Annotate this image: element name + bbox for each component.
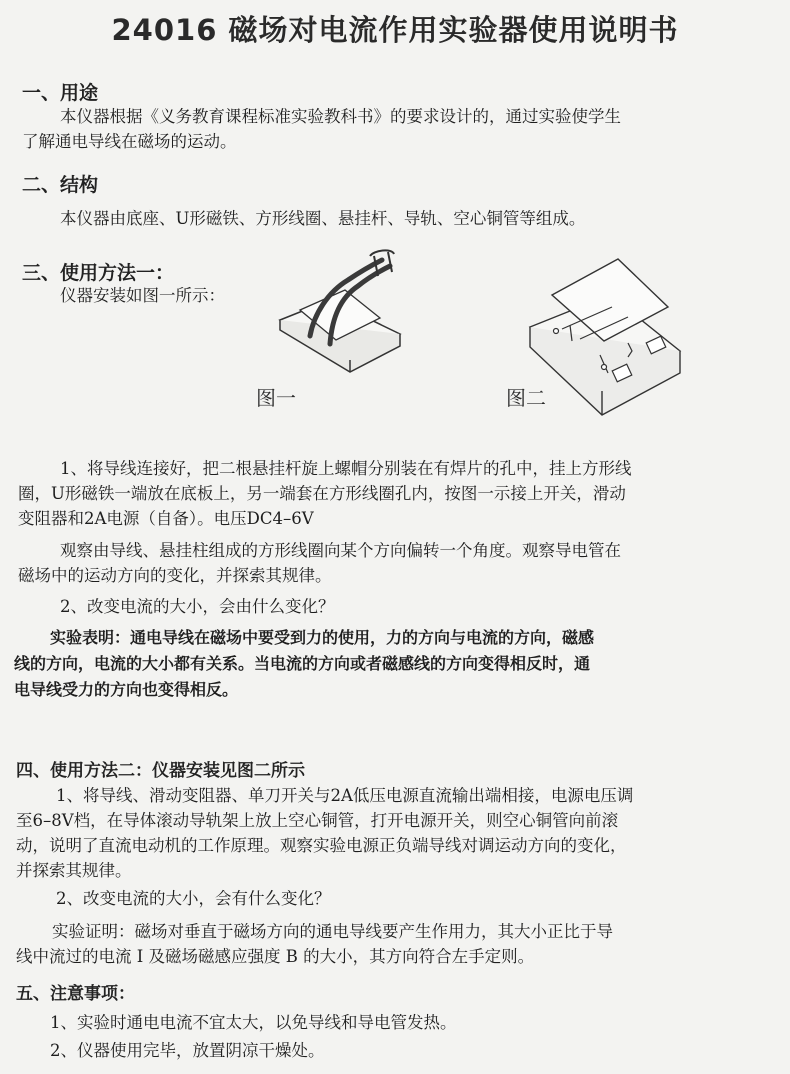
note-item-1: 1、实验时通电电流不宜太大，以免导线和导电管发热。 (50, 1013, 457, 1032)
figure-1-apparatus (270, 248, 420, 378)
usage-line-2: 了解通电导线在磁场的运动。 (22, 132, 237, 151)
method2-conclusion-line-2: 线中流过的电流 I 及磁场磁感应强度 B 的大小，其方向符合左手定则。 (16, 947, 535, 966)
method2-step1-line-4: 并探索其规律。 (16, 861, 132, 880)
method2-question: 2、改变电流的大小，会有什么变化？ (56, 889, 331, 908)
figure-1-caption: 图一 (256, 386, 296, 410)
method1-observe-line-2: 磁场中的运动方向的变化，并探索其规律。 (18, 566, 332, 585)
method1-conclusion-line-3: 电导线受力的方向也变得相反。 (14, 680, 239, 699)
heading-notes: 五、注意事项： (16, 984, 135, 1004)
method1-step1-line-2: 圈，U形磁铁一端放在底板上，另一端套在方形线圈孔内，按图一示接上开关，滑动 (18, 484, 626, 503)
method1-step1-line-1: 1、将导线连接好，把二根悬挂杆旋上螺帽分别装在有焊片的孔中，挂上方形线 (60, 459, 632, 478)
method1-question: 2、改变电流的大小，会由什么变化？ (60, 597, 335, 616)
method2-conclusion-line-1: 实验证明：磁场对垂直于磁场方向的通电导线要产生作用力，其大小正比于导 (52, 922, 613, 941)
structure-line: 本仪器由底座、U形磁铁、方形线圈、悬挂杆、导轨、空心铜管等组成。 (60, 209, 586, 228)
method1-conclusion-line-1: 实验表明：通电导线在磁场中要受到力的使用，力的方向与电流的方向，磁感 (50, 628, 595, 647)
heading-method-1: 三、使用方法一： (22, 262, 175, 284)
heading-structure: 二、结构 (22, 174, 99, 196)
method2-step1-line-1: 1、将导线、滑动变阻器、单刀开关与2A低压电源直流输出端相接，电源电压调 (56, 786, 634, 805)
method2-step1-line-2: 至6–8V档，在导体滚动导轨架上放上空心铜管，打开电源开关，则空心铜管向前滚 (16, 811, 619, 830)
method1-observe-line-1: 观察由导线、悬挂柱组成的方形线圈向某个方向偏转一个角度。观察导电管在 (60, 541, 621, 560)
method1-conclusion-line-2: 线的方向，电流的大小都有关系。当电流的方向或者磁感线的方向变得相反时，通 (14, 654, 591, 673)
heading-usage: 一、用途 (22, 82, 99, 104)
note-item-2: 2、仪器使用完毕，放置阴凉干燥处。 (50, 1041, 325, 1060)
usage-line-1: 本仪器根据《义务教育课程标准实验教科书》的要求设计的，通过实验使学生 (60, 107, 621, 126)
figure-2-caption: 图二 (506, 386, 546, 410)
method2-step1-line-3: 动，说明了直流电动机的工作原理。观察实验电源正负端导线对调运动方向的变化， (16, 836, 627, 855)
document-title: 24016 磁场对电流作用实验器使用说明书 (111, 13, 679, 47)
install-intro: 仪器安装如图一所示： (60, 286, 225, 305)
heading-method-2: 四、使用方法二：仪器安装见图二所示 (16, 761, 305, 781)
method1-step1-line-3: 变阻器和2A电源（自备）。电压DC4–6V (18, 509, 314, 528)
